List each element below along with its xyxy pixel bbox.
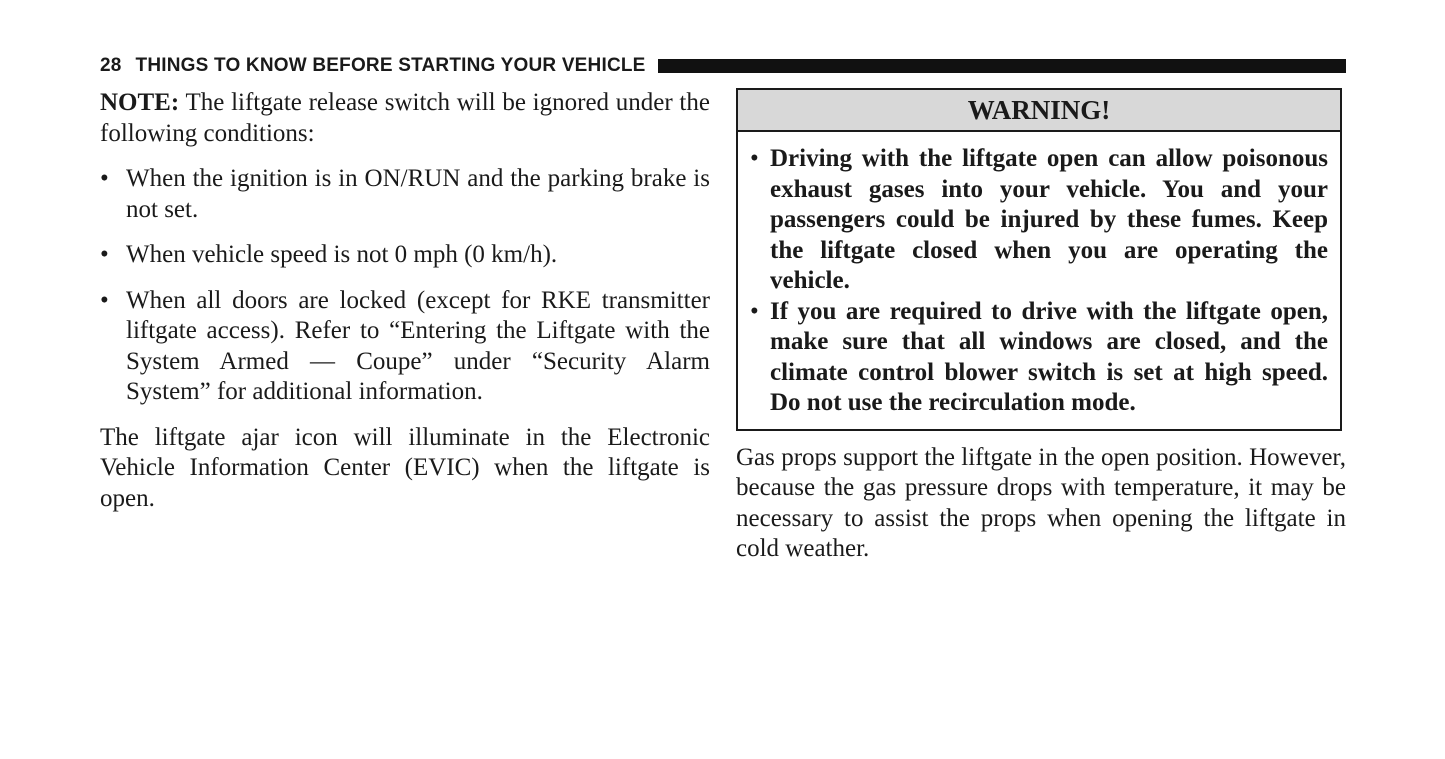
gas-props-paragraph: Gas props support the liftgate in the open position. However, because the gas pressure drops with temperature, it may be necessary to assist the props when opening the liftgate in cold weather. — [736, 443, 1346, 562]
note-text: The liftgate release switch will be ignored under the following conditions: — [100, 89, 710, 147]
warning-box — [736, 88, 1342, 431]
warning-item-text: Driving with the liftgate open can allow poisonous exhaust gases into your vehicle. You and your passengers could be injured by these fumes. Keep the liftgate closed when you are operating the vehicle. — [770, 145, 1328, 294]
note-label: NOTE: — [100, 89, 180, 116]
page-header — [100, 54, 1346, 78]
right-column — [736, 88, 1346, 565]
bullet-icon: • — [750, 297, 759, 325]
bullet-icon: • — [100, 286, 109, 314]
warning-item — [750, 144, 1328, 297]
warning-list — [750, 144, 1328, 419]
list-item-text: When vehicle speed is not 0 mph (0 km/h). — [126, 241, 558, 268]
list-item — [100, 240, 710, 271]
warning-body — [738, 132, 1340, 429]
list-item — [100, 164, 710, 225]
list-item-text: When the ignition is in ON/RUN and the parking brake is not set. — [126, 165, 710, 223]
warning-item — [750, 297, 1328, 419]
section-title: THINGS TO KNOW BEFORE STARTING YOUR VEHICLE — [135, 55, 646, 76]
bullet-icon: • — [100, 241, 109, 268]
warning-title: WARNING! — [738, 90, 1340, 132]
header-rule — [658, 59, 1346, 73]
list-item — [100, 286, 710, 408]
list-item-text: When all doors are locked (except for RKE transmitter liftgate access). Refer to “Entering the Liftgate with the System Armed — Coupe” under “Security Alarm System” for additional information. — [126, 286, 710, 405]
note-paragraph — [100, 88, 710, 149]
bullet-icon: • — [100, 165, 109, 192]
liftgate-ajar-paragraph: The liftgate ajar icon will illuminate in the Electronic Vehicle Information Center (EVIC) when the liftgate is open. — [100, 423, 710, 512]
page-number: 28 — [100, 55, 122, 76]
warning-item-text: If you are required to drive with the liftgate open, make sure that all windows are closed, and the climate control blower switch is set at high speed. Do not use the recirculation mode. — [770, 297, 1328, 416]
bullet-icon: • — [750, 145, 759, 172]
conditions-list — [100, 164, 710, 408]
left-column — [100, 88, 710, 514]
